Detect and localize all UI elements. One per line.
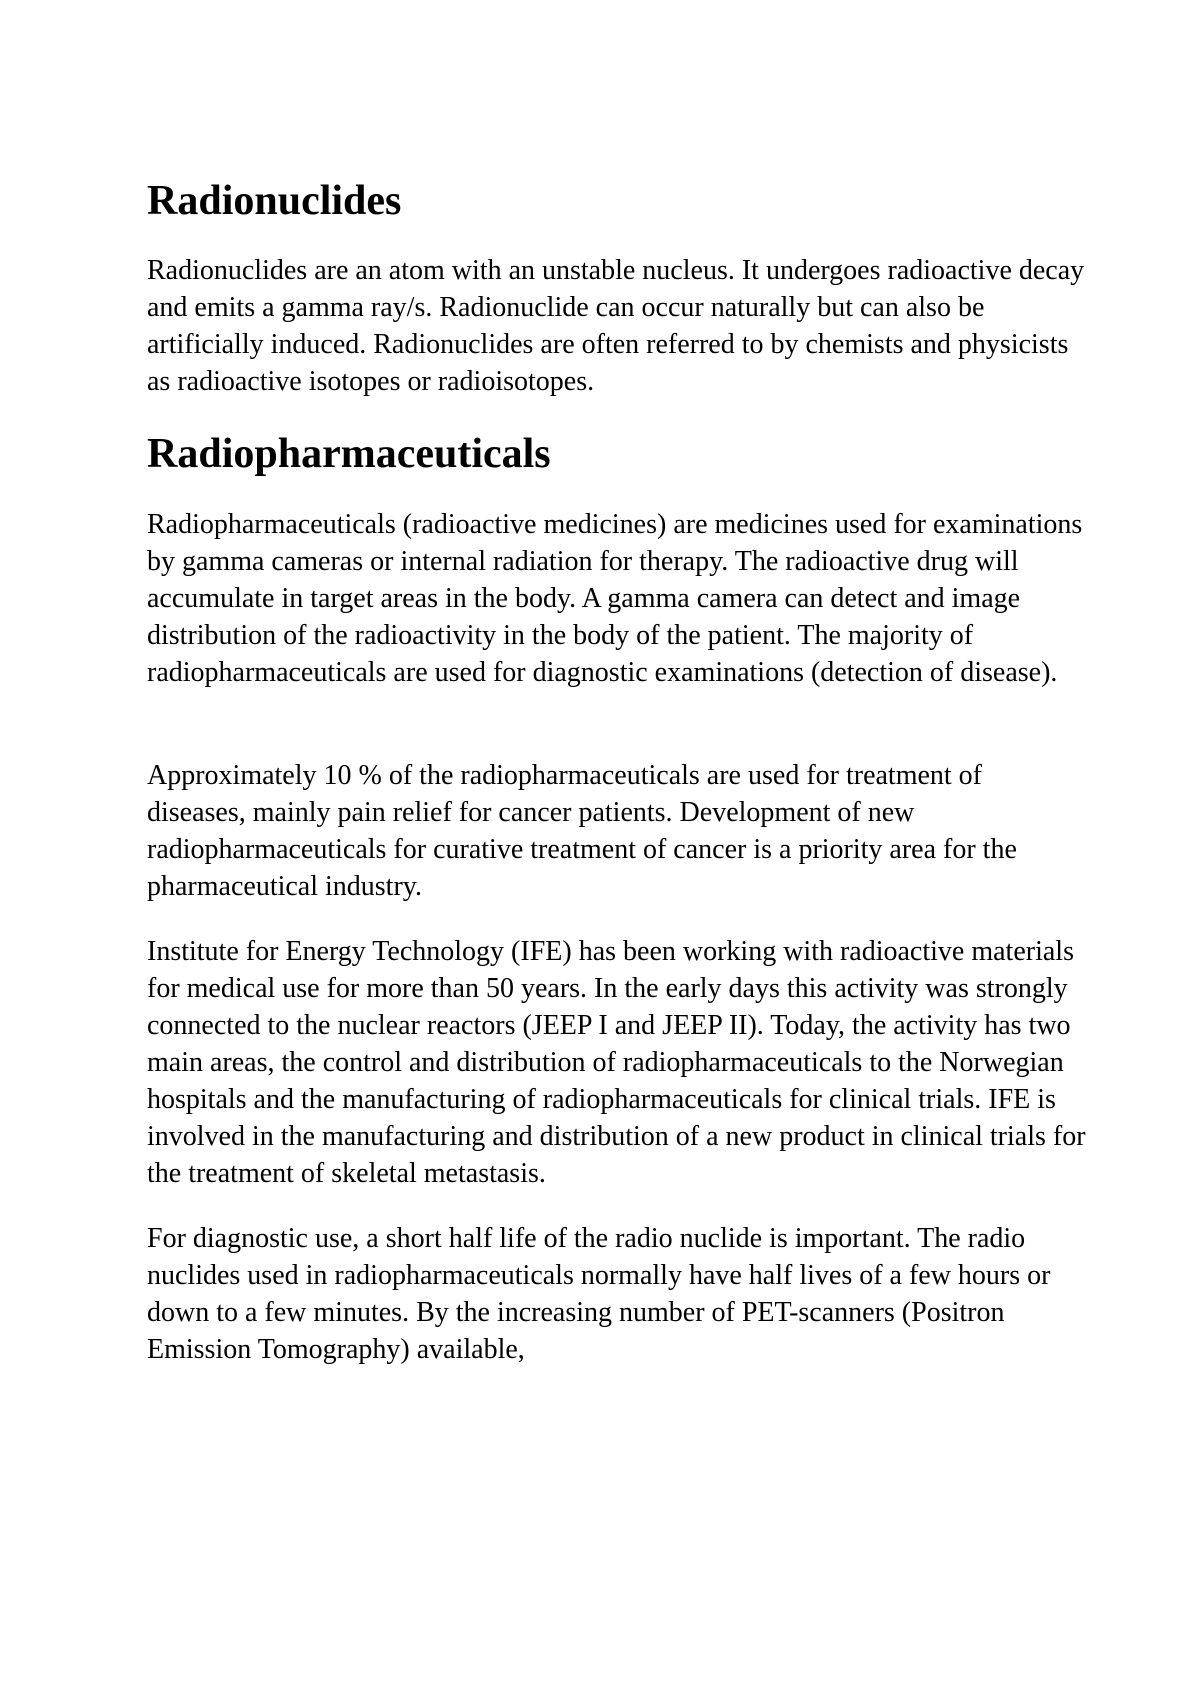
paragraph-treatment-share: Approximately 10 % of the radiopharmaceuticals are used for treatment of diseases, mainly pain relief for cancer patients. Development of new radiopharmaceuticals for curative treatment of cancer is a priority area for the pharmaceutical industry.: [147, 760, 1017, 902]
paragraph-ife-history: Institute for Energy Technology (IFE) has been working with radioactive materials for medical use for more than 50 years. In the early days this activity was strongly connected to the nuclear reactors (JEEP I and JEEP II). Today, the activity has two main areas, the control and distribution of radiopharmaceuticals to the Norwegian hospitals and the manufacturing of radiopharmaceuticals for clinical trials. IFE is involved in the manufacturing and distribution of a new product in clinical trials for the treatment of skeletal metastasis.: [147, 936, 1086, 1189]
heading-radionuclides: Radionuclides: [147, 178, 402, 224]
heading-radiopharmaceuticals: Radiopharmaceuticals: [147, 431, 551, 477]
paragraph-diagnostic-half-life: For diagnostic use, a short half life of the radio nuclide is important. The radio nuclides used in radiopharmaceuticals normally have half lives of a few hours or down to a few minutes. By the increasing number of PET-scanners (Positron Emission Tomography) available,: [147, 1223, 1051, 1365]
document-body: [147, 176, 1087, 1368]
paragraph-radionuclides-definition: Radionuclides are an atom with an unstable nucleus. It undergoes radioactive decay and emits a gamma ray/s. Radionuclide can occur naturally but can also be artificially induced. Radionuclides are often referred to by chemists and physicists as radioactive isotopes or radioisotopes.: [147, 255, 1085, 397]
paragraph-radiopharmaceuticals-definition: Radiopharmaceuticals (radioactive medicines) are medicines used for examinations by gamma cameras or internal radiation for therapy. The radioactive drug will accumulate in target areas in the body. A gamma camera can detect and image distribution of the radioactivity in the body of the patient. The majority of radiopharmaceuticals are used for diagnostic examinations (detection of disease).: [147, 509, 1083, 688]
